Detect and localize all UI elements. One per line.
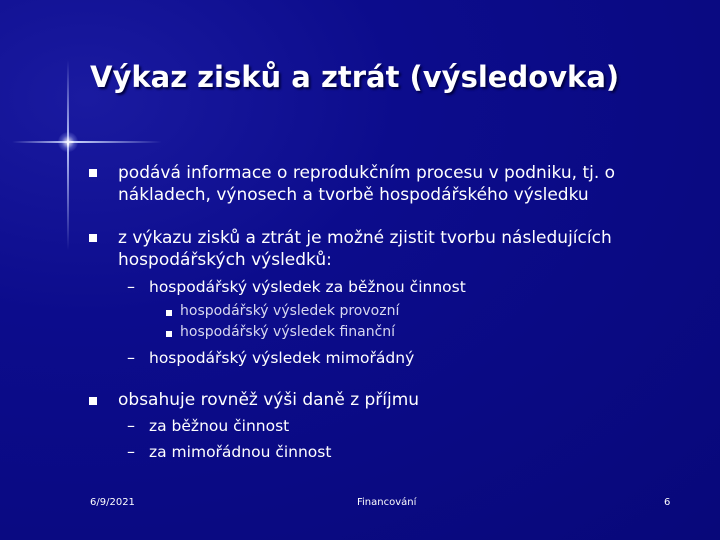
sub-item-hv-bezna-cinnost: hospodářský výsledek za běžnou činnost	[149, 278, 466, 296]
sub-item-hv-mimoradny: hospodářský výsledek mimořádný	[149, 349, 415, 367]
footer-title: Financování	[357, 497, 417, 508]
dash-bullet-icon: –	[127, 277, 135, 296]
footer-page-number: 6	[664, 497, 671, 508]
bullet-square-icon	[89, 397, 97, 405]
bullet-item-1: podává informace o reprodukčním procesu v podniku, tj. o nákladech, výnosech a tvorbě hospodářského výsledku	[118, 163, 616, 205]
footer-date: 6/9/2021	[90, 497, 135, 508]
bullet-square-icon	[166, 331, 172, 337]
sub-item-mimoradna-cinnost: za mimořádnou činnost	[149, 443, 332, 461]
sub-sub-item-provozni: hospodářský výsledek provozní	[180, 303, 400, 319]
bullet-square-icon	[166, 310, 172, 316]
sub-sub-item-financni: hospodářský výsledek finanční	[180, 324, 396, 340]
dash-bullet-icon: –	[127, 442, 135, 461]
bullet-item-2: z výkazu zisků a ztrát je možné zjistit tvorbu následujících hospodářských výsledků:	[118, 228, 612, 270]
bullet-square-icon	[89, 169, 97, 177]
dash-bullet-icon: –	[127, 348, 135, 367]
sparkle-decoration-horizontal	[12, 141, 162, 143]
sparkle-star-icon	[58, 132, 78, 152]
bullet-square-icon	[89, 234, 97, 242]
bullet-item-3: obsahuje rovněž výši daně z příjmu	[118, 390, 420, 410]
dash-bullet-icon: –	[127, 416, 135, 435]
slide-title: Výkaz zisků a ztrát (výsledovka)	[90, 60, 620, 94]
sparkle-decoration-vertical	[67, 60, 69, 250]
sub-item-bezna-cinnost: za běžnou činnost	[149, 417, 290, 435]
